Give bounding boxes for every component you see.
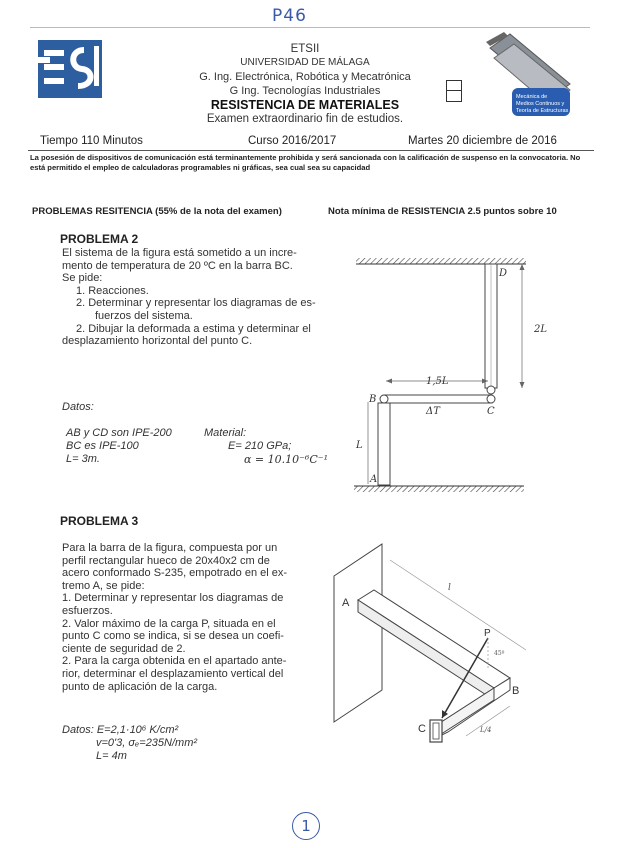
- label-C: C: [418, 723, 426, 735]
- label-angle: 45º: [494, 650, 505, 657]
- page-mark: P46: [272, 6, 307, 26]
- exam-date: Martes 20 diciembre de 2016: [408, 135, 557, 147]
- header-school: ETSII: [290, 43, 320, 55]
- problem2-figure: [350, 250, 565, 495]
- header-degree1: G. Ing. Electrónica, Robótica y Mecatrónica: [199, 71, 411, 83]
- label-P: P: [484, 628, 491, 639]
- problem2-title: PROBLEMA 2: [60, 232, 139, 246]
- header-university: UNIVERSIDAD DE MÁLAGA: [240, 57, 370, 68]
- label-deltaT: ΔT: [426, 406, 440, 417]
- esi-logo: [38, 40, 102, 98]
- section-title: PROBLEMAS RESITENCIA (55% de la nota del examen): [32, 206, 282, 217]
- problem2-material-E: E= 210 GPa;: [228, 440, 292, 452]
- problem2-data-label: Datos:: [62, 401, 94, 413]
- problem3-title: PROBLEMA 3: [60, 514, 139, 528]
- problem2-statement: El sistema de la figura está sometido a un incre- mento de temperatura de 20 ºC en la barra BC. Se pide: 1. Reacciones. 2. Determinar y representar los diagramas de es- fuerzos del sistema. 2. Dibujar la deformada a estima y determinar el desplazamiento horizontal del punto C.: [62, 247, 316, 348]
- course: Curso 2016/2017: [248, 135, 337, 147]
- label-L4: L/4: [480, 726, 492, 734]
- exam-time: Tiempo 110 Minutos: [40, 135, 143, 147]
- min-grade-note: Nota mínima de RESISTENCIA 2.5 puntos sobre 10: [328, 206, 557, 217]
- page-number: 1: [292, 812, 320, 840]
- label-C: C: [487, 406, 495, 417]
- label-A: A: [370, 474, 378, 485]
- header-degree2: G Ing. Tecnologías Industriales: [229, 85, 381, 97]
- svg-text:Teoría de Estructuras: Teoría de Estructuras: [516, 108, 569, 114]
- problem2-data: AB y CD son IPE-200 BC es IPE-100 L= 3m.: [66, 427, 172, 465]
- label-B: B: [369, 394, 377, 405]
- label-1-5L: 1,5L: [426, 376, 449, 387]
- svg-text:Mecánica de: Mecánica de: [516, 94, 548, 100]
- label-L: L: [356, 440, 363, 451]
- header-exam: Examen extraordinario fin de estudios.: [206, 113, 404, 125]
- label-B: B: [512, 685, 520, 697]
- svg-text:Medios Continuos y: Medios Continuos y: [516, 101, 565, 107]
- top-divider: [30, 27, 590, 28]
- box-icon: [446, 80, 462, 102]
- label-2L: 2L: [534, 324, 548, 335]
- header-subject: RESISTENCIA DE MATERIALES: [210, 98, 400, 112]
- problem3-statement: Para la barra de la figura, compuesta por un perfil rectangular hueco de 20x40x2 cm de acero conformado S-235, empotrado en el ex- tremo A, se pide: 1. Determinar y representar los diagramas de esfuerzos. 2. Valor máximo de la carga P, situada en el punto C como se indica, si se desea un coefi- ciente de seguridad de 2. 2. Para la carga obtenida en el apartado ante- rior, determinar el desplazamiento vertical del punto de aplicación de la carga.: [62, 542, 288, 693]
- label-A: A: [342, 597, 350, 609]
- structures-logo: [474, 32, 572, 120]
- problem3-figure: [330, 540, 565, 765]
- problem2-material-label: Material:: [204, 427, 247, 439]
- label-D: D: [499, 268, 508, 279]
- header-rule: [28, 150, 594, 151]
- label-l: l: [448, 583, 451, 593]
- warning-text: La posesión de dispositivos de comunicación está terminantemente prohibida y será sancionada con la calificación de suspenso en la convocatoria. No está permitido el empleo de calculadoras programables ni gráficas, sea cual sea su capacidad: [30, 153, 581, 172]
- problem2-material-alpha: α = 10.10⁻⁶C⁻¹: [244, 453, 328, 466]
- problem3-data: Datos: E=2,1·10⁶ K/cm² v=0'3, σₑ=235N/mm² L= 4m: [62, 724, 198, 762]
